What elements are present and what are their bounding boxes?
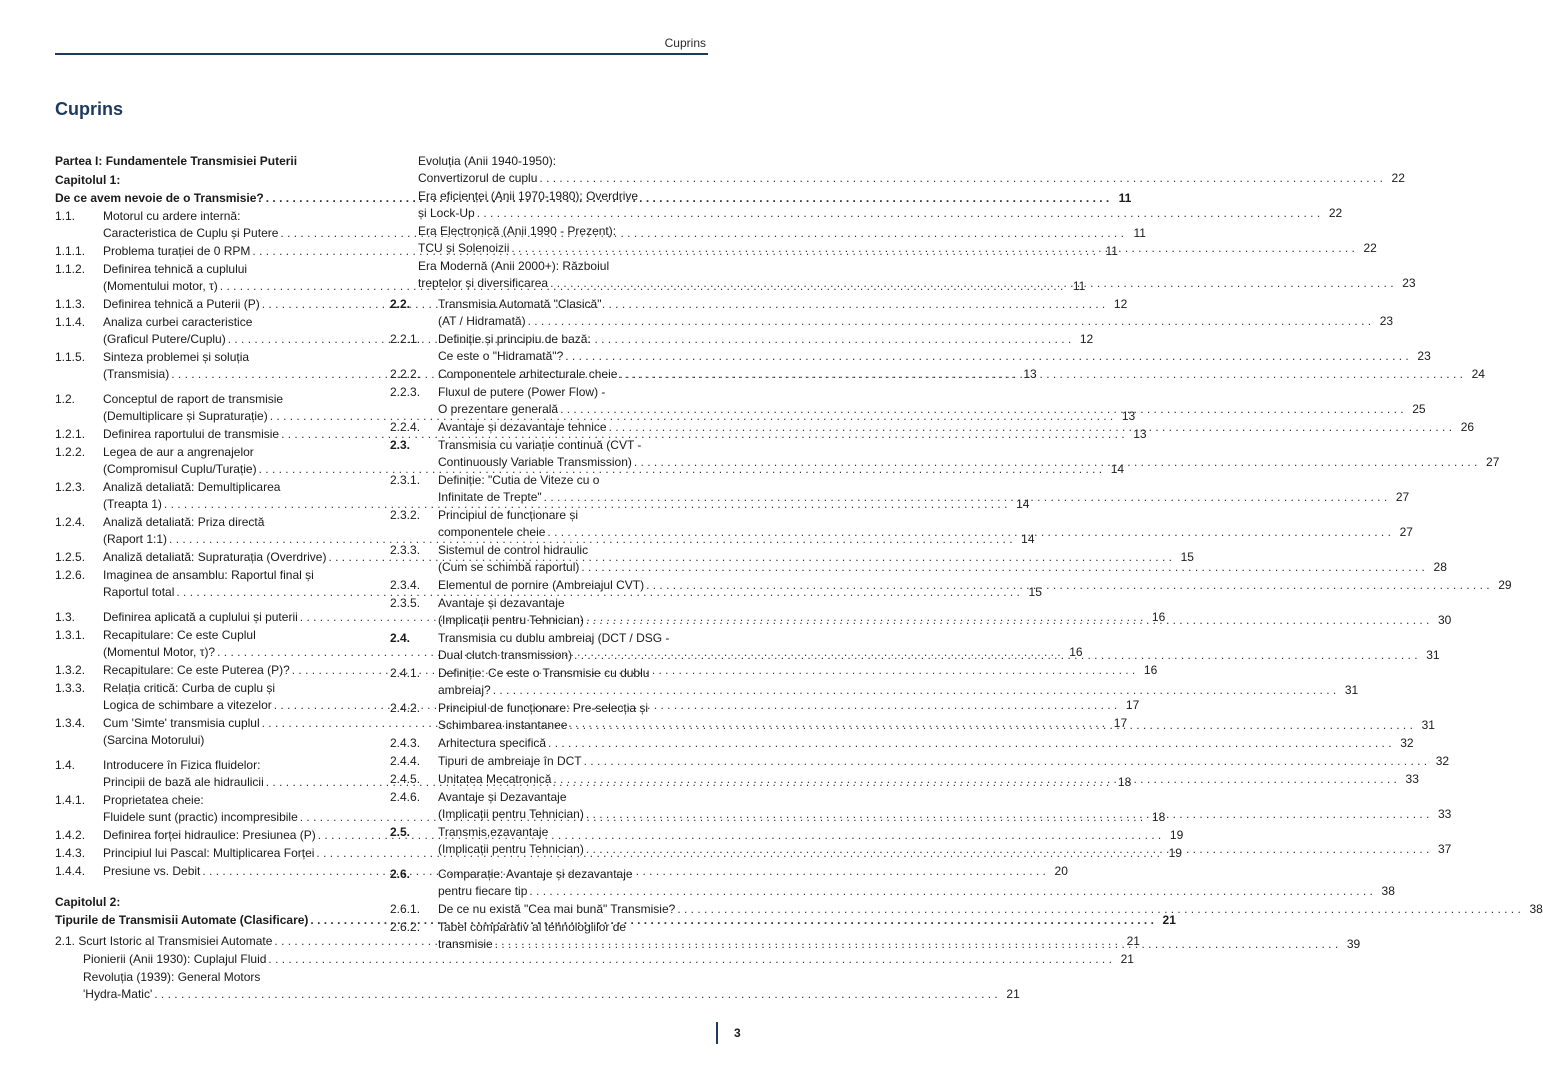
toc-entry-1-2-6[interactable]: 1.2.6. Imaginea de ansamblu: Raportul final și Raportul total . . . 15 (55, 567, 372, 601)
toc-entry-1-1[interactable]: 1.1. Motorul cu ardere internă: Caracteristica de Cuplu și Putere . . . 11 (55, 208, 372, 242)
toc-entry-2-4[interactable]: 2.4. Transmisia cu dublu ambreiaj (DCT / DSG - Dual clutch transmission) . . . 31 (390, 630, 708, 664)
toc-entry-2-4-4[interactable]: 2.4.4. Tipuri de ambreiaje în DCT . . . 32 (390, 753, 708, 770)
chapter-1-label: Capitolul 1: (55, 173, 121, 187)
chapter-2-label: Capitolul 2: (55, 895, 121, 909)
toc-entry-2-3[interactable]: 2.3. Transmisia cu variație continuă (CVT - Continuously Variable Transmission) . . . 27 (390, 437, 708, 471)
toc-entry-2-3-5[interactable]: 2.3.5. Avantaje și dezavantaje (Implicații pentru Tehnician) . . . 30 (390, 595, 708, 629)
toc-entry-chapter-2[interactable]: Tipurile de Transmisii Automate (Clasificare) . . . 21 (55, 912, 372, 929)
toc-entry-2-6[interactable]: 2.6. Comparație: Avantaje și dezavantaje pentru fiecare tip . . . 38 (390, 866, 708, 900)
toc-entry-2-1-modern[interactable]: Era Modernă (Anii 2000+): Războiul treptelor și diversificarea . . . 23 (390, 258, 708, 292)
toc-entry-2-4-6[interactable]: 2.4.6. Avantaje și Dezavantaje (Implicații pentru Tehnician) . . . 33 (390, 789, 708, 823)
toc-entry-2-3-2[interactable]: 2.3.2. Principiul de funcționare și componentele cheie . . . 27 (390, 507, 708, 541)
toc-entry-2-6-1[interactable]: 2.6.1. De ce nu există "Cea mai bună" Transmisie? . . . 38 (390, 901, 708, 918)
toc-entry-1-2-3[interactable]: 1.2.3. Analiză detaliată: Demultiplicarea (Treapta 1) . . . 14 (55, 479, 372, 513)
toc-entry-2-1-electronic[interactable]: Era Electronică (Anii 1990 - Prezent): TCU și Solenoizii . . . 22 (390, 223, 708, 257)
toc-entry-2-5[interactable]: 2.5. Transmis,ezavantaje (Implicații pentru Tehnician) . . . 37 (390, 824, 708, 858)
part-heading: Partea I: Fundamentele Transmisiei Puterii (55, 154, 298, 168)
toc-entry-1-2[interactable]: 1.2. Conceptul de raport de transmisie (Demultiplicare și Supraturație) . . . 13 (55, 391, 372, 425)
toc-entry-2-3-1[interactable]: 2.3.1. Definiție: "Cutia de Viteze cu o Infinitate de Trepte" . . . 27 (390, 472, 708, 506)
toc-entry-1-1-1[interactable]: 1.1.1. Problema turației de 0 RPM . . . 11 (55, 243, 372, 260)
toc-entry-1-3-3[interactable]: 1.3.3. Relația critică: Curba de cuplu și Logica de schimbare a vitezelor . . . 17 (55, 680, 372, 714)
toc-entry-2-1-revolution[interactable]: Revoluția (1939): General Motors 'Hydra-Matic' . . . 21 (55, 969, 372, 1003)
toc-entry-2-4-2[interactable]: 2.4.2. Principiul de funcționare: Pre-selecția și Schimbarea instantanee . . . 31 (390, 700, 708, 734)
toc-entry-1-1-5[interactable]: 1.1.5. Sinteza problemei și soluția (Transmisia) . . . 13 (55, 349, 372, 383)
toc-entry-1-1-4[interactable]: 1.1.4. Analiza curbei caracteristice (Graficul Putere/Cuplu) . . . 12 (55, 314, 372, 348)
toc-entry-2-1-efficiency[interactable]: Era eficienței (Anii 1970-1980): Overdrive și Lock-Up . . . 22 (390, 188, 708, 222)
toc-entry-2-4-1[interactable]: 2.4.1. Definiție: Ce este o Transmisie cu dublu ambreiaj? . . . 31 (390, 665, 708, 699)
toc-entry-2-6-2[interactable]: 2.6.2. Tabel comparativ al tehnologiilor de transmisie . . . 39 (390, 919, 708, 953)
toc-entry-2-1-pioneers[interactable]: Pionierii (Anii 1930): Cuplajul Fluid . . . 21 (55, 951, 372, 968)
page-number: 3 (734, 1026, 741, 1040)
page-title: Cuprins (55, 99, 124, 119)
toc-entry-2-4-5[interactable]: 2.4.5. Unitatea Mecatronică . . . 33 (390, 771, 708, 788)
toc-entry-2-2-4[interactable]: 2.2.4. Avantaje și dezavantaje tehnice . . . 26 (390, 419, 708, 436)
toc-entry-1-3-2[interactable]: 1.3.2. Recapitulare: Ce este Puterea (P)? . . . 16 (55, 662, 372, 679)
toc-entry-1-4[interactable]: 1.4. Introducere în Fizica fluidelor: Principii de bază ale hidraulicii . . . 18 (55, 757, 372, 791)
header-rule (55, 53, 708, 55)
toc-entry-1-4-2[interactable]: 1.4.2. Definirea forței hidraulice: Presiunea (P) . . . 19 (55, 827, 372, 844)
toc-entry-1-2-2[interactable]: 1.2.2. Legea de aur a angrenajelor (Compromisul Cuplu/Turație) . . . 14 (55, 444, 372, 478)
footer-bar (716, 1022, 718, 1044)
running-header: Cuprins (664, 36, 706, 50)
toc-entry-1-4-4[interactable]: 1.4.4. Presiune vs. Debit . . . 20 (55, 863, 372, 880)
toc-entry-1-3-1[interactable]: 1.3.1. Recapitulare: Ce este Cuplul (Momentul Motor, τ)? . . . 16 (55, 627, 372, 661)
toc-entry-2-2-3[interactable]: 2.2.3. Fluxul de putere (Power Flow) - O prezentare generală . . . 25 (390, 384, 708, 418)
toc-entry-1-3[interactable]: 1.3. Definirea aplicată a cuplului și puterii . . . 16 (55, 609, 372, 626)
toc-entry-1-1-3[interactable]: 1.1.3. Definirea tehnică a Puterii (P) . . . 12 (55, 296, 372, 313)
toc-entry-2-2-2[interactable]: 2.2.2. Componentele arhitecturale cheie . . . 24 (390, 366, 708, 383)
toc-entry-2-2-1[interactable]: 2.2.1. Definiție și principiu de bază: Ce este o "Hidramată"? . . . 23 (390, 331, 708, 365)
toc-entry-2-1-evolution[interactable]: Evoluția (Anii 1940-1950): Convertizorul de cuplu . . . 22 (390, 153, 708, 187)
toc-entry-2-3-3[interactable]: 2.3.3. Sistemul de control hidraulic (Cum se schimbă raportul) . . . 28 (390, 542, 708, 576)
toc-entry-1-4-3[interactable]: 1.4.3. Principiul lui Pascal: Multiplicarea Forței . . . 19 (55, 845, 372, 862)
toc-entry-1-2-1[interactable]: 1.2.1. Definirea raportului de transmisie . . . 13 (55, 426, 372, 443)
toc-entry-1-1-2[interactable]: 1.1.2. Definirea tehnică a cuplului (Momentului motor, τ) . . . 11 (55, 261, 372, 295)
toc-entry-2-3-4[interactable]: 2.3.4. Elementul de pornire (Ambreiajul CVT) . . . 29 (390, 577, 708, 594)
toc-entry-1-2-5[interactable]: 1.2.5. Analiză detaliată: Supraturația (Overdrive) . . . 15 (55, 549, 372, 566)
toc-entry-1-4-1[interactable]: 1.4.1. Proprietatea cheie: Fluidele sunt (practic) incompresibile . . . 18 (55, 792, 372, 826)
toc-entry-2-2[interactable]: 2.2. Transmisia Automată "Clasică" (AT / Hidramată) . . . 23 (390, 296, 708, 330)
toc-entry-1-2-4[interactable]: 1.2.4. Analiză detaliată: Priza directă (Raport 1:1) . . . 14 (55, 514, 372, 548)
toc-entry-1-3-4[interactable]: 1.3.4. Cum 'Simte' transmisia cuplul . . . 17 (Sarcina Motorului) (55, 715, 372, 749)
toc-entry-2-4-3[interactable]: 2.4.3. Arhitectura specifică . . . 32 (390, 735, 708, 752)
toc-entry-chapter-1[interactable]: De ce avem nevoie de o Transmisie? . . . 11 (55, 190, 372, 207)
toc-entry-2-1[interactable]: 2.1. Scurt Istoric al Transmisiei Automate . . . 21 (55, 933, 372, 950)
